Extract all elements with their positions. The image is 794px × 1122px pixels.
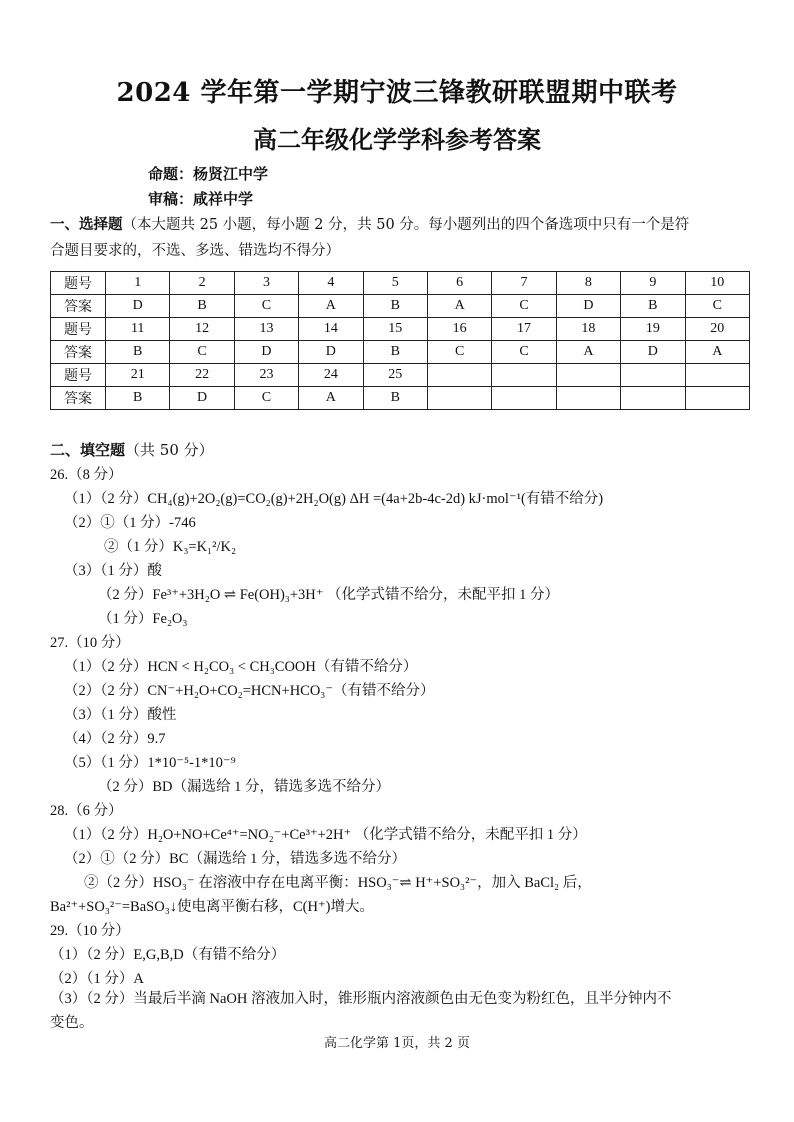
question-number-cell: 24 — [299, 364, 363, 387]
row-label: 答案 — [51, 295, 106, 318]
answer-cell: B — [363, 387, 427, 410]
q26-line3: ②（1 分）K₃=K₁²/K₂ — [104, 539, 237, 555]
answer-cell: A — [299, 387, 363, 410]
multiple-choice-answer-table — [50, 271, 750, 410]
q26-line1: （1）（2 分）CH₄(g)+2O₂(g)=CO₂(g)+2H₂O(g) ΔH =(4a+2b-4c-2d) kJ·mol⁻¹(有错不给分) — [64, 491, 604, 507]
answer-cell — [685, 387, 749, 410]
question-number-cell: 20 — [685, 318, 749, 341]
answer-cell: C — [234, 387, 298, 410]
answer-cell: B — [621, 295, 685, 318]
answer-cell: C — [492, 295, 556, 318]
q28-heading: 28.（6 分） — [50, 803, 123, 819]
question-number-cell: 14 — [299, 318, 363, 341]
question-number-cell — [556, 364, 620, 387]
q28-line4: Ba²⁺+SO₃²⁻=BaSO₃↓使电离平衡右移，C(H⁺)增大。 — [50, 899, 374, 915]
answer-cell: B — [363, 341, 427, 364]
row-label: 答案 — [51, 387, 106, 410]
answer-cell: B — [106, 387, 170, 410]
question-number-row — [51, 272, 750, 295]
question-number-row — [51, 318, 750, 341]
answer-cell: A — [299, 295, 363, 318]
question-number-cell — [621, 364, 685, 387]
question-number-cell: 21 — [106, 364, 170, 387]
q27-line5: （5）（1 分）1*10⁻⁵-1*10⁻⁹ — [64, 755, 236, 771]
question-number-cell: 13 — [234, 318, 298, 341]
section1-desc-line2: 合题目要求的，不选、多选、错选均不得分） — [50, 243, 340, 259]
q27-heading: 27.（10 分） — [50, 635, 130, 651]
question-number-cell: 12 — [170, 318, 234, 341]
question-number-cell — [427, 364, 491, 387]
row-label: 题号 — [51, 364, 106, 387]
answer-row — [51, 341, 750, 364]
answer-cell: C — [427, 341, 491, 364]
section1-intro — [50, 212, 750, 264]
answer-cell: D — [170, 387, 234, 410]
question-number-cell: 5 — [363, 272, 427, 295]
q29-line1: （1）（2 分）E,G,B,D（有错不给分） — [50, 947, 286, 963]
q27-line1: （1）（2 分）HCN < H₂CO₃ < CH₃COOH（有错不给分） — [64, 659, 418, 675]
answer-cell: D — [234, 341, 298, 364]
section2-heading-note: （共 50 分） — [125, 441, 214, 459]
row-label: 题号 — [51, 318, 106, 341]
question-number-cell: 22 — [170, 364, 234, 387]
answer-cell — [556, 387, 620, 410]
answer-row — [51, 295, 750, 318]
q29-heading: 29.（10 分） — [50, 923, 130, 939]
q29-line3-block — [50, 987, 750, 1035]
answer-cell: C — [170, 341, 234, 364]
page-footer: 高二化学第 1页，共 2 页 — [324, 1036, 470, 1051]
question-number-cell: 6 — [427, 272, 491, 295]
answer-cell — [427, 387, 491, 410]
q29-line4: 变色。 — [50, 1015, 94, 1031]
question-number-row — [51, 364, 750, 387]
question-number-cell: 10 — [685, 272, 749, 295]
question-number-cell: 19 — [621, 318, 685, 341]
answer-cell: D — [621, 341, 685, 364]
answer-cell: A — [685, 341, 749, 364]
question-number-cell: 1 — [106, 272, 170, 295]
q29-line3: （3）（2 分）当最后半滴 NaOH 溶液加入时，锥形瓶内溶液颜色由无色变为粉红色，且半分钟内不 — [50, 991, 672, 1007]
answer-cell: B — [170, 295, 234, 318]
section1-desc-line1: （本大题共 25 小题，每小题 2 分，共 50 分。每小题列出的四个备选项中只有一个是符 — [122, 217, 690, 233]
answer-cell: A — [427, 295, 491, 318]
question-number-cell: 23 — [234, 364, 298, 387]
answer-cell — [492, 387, 556, 410]
question-number-cell: 2 — [170, 272, 234, 295]
question-number-cell: 3 — [234, 272, 298, 295]
q26-heading: 26.（8 分） — [50, 467, 123, 483]
q26-line5: （2 分）Fe³⁺+3H₂O ⇌ Fe(OH)₃+3H⁺ （化学式错不给分，未配平扣 1 分） — [98, 587, 560, 603]
author-line: 命题：杨贤江中学 — [148, 165, 269, 183]
question-number-cell: 17 — [492, 318, 556, 341]
q27-line4: （4）（2 分）9.7 — [64, 731, 166, 747]
question-number-cell: 4 — [299, 272, 363, 295]
row-label: 题号 — [51, 272, 106, 295]
question-number-cell — [685, 364, 749, 387]
answer-cell: B — [363, 295, 427, 318]
q28-line1: （1）（2 分）H₂O+NO+Ce⁴⁺=NO₂⁻+Ce³⁺+2H⁺ （化学式错不给分，未配平扣 1 分） — [64, 827, 587, 843]
question-number-cell: 16 — [427, 318, 491, 341]
question-number-cell: 25 — [363, 364, 427, 387]
answer-cell: D — [556, 295, 620, 318]
question-number-cell: 15 — [363, 318, 427, 341]
question-number-cell: 18 — [556, 318, 620, 341]
question-number-cell: 8 — [556, 272, 620, 295]
question-number-cell: 9 — [621, 272, 685, 295]
question-number-cell — [492, 364, 556, 387]
q27-line2: （2）（2 分）CN⁻+H₂O+CO₂=HCN+HCO₃⁻（有错不给分） — [64, 683, 435, 699]
answer-cell: D — [299, 341, 363, 364]
page-title: 2024 学年第一学期宁波三锋教研联盟期中联考 — [116, 78, 678, 108]
page-subtitle: 高二年级化学学科参考答案 — [253, 125, 541, 154]
q26-line4: （3）（1 分）酸 — [64, 563, 162, 579]
answer-cell: A — [556, 341, 620, 364]
q28-line2: （2）①（2 分）BC（漏选给 1 分，错选多选不给分） — [64, 851, 406, 867]
q29-line2: （2）（1 分）A — [50, 971, 144, 987]
answer-cell: B — [106, 341, 170, 364]
q27-line6: （2 分）BD（漏选给 1 分，错选多选不给分） — [98, 779, 391, 795]
row-label: 答案 — [51, 341, 106, 364]
answer-cell: D — [106, 295, 170, 318]
question-number-cell: 11 — [106, 318, 170, 341]
section2-heading-line — [50, 439, 214, 460]
q27-line3: （3）（1 分）酸性 — [64, 707, 177, 723]
answer-cell: C — [492, 341, 556, 364]
q26-line6: （1 分）Fe₂O₃ — [98, 611, 188, 627]
q28-line3: ②（2 分）HSO₃⁻ 在溶液中存在电离平衡：HSO₃⁻⇌ H⁺+SO₃²⁻，加入 BaCl₂ 后， — [84, 875, 592, 891]
answer-row — [51, 387, 750, 410]
section2-heading: 二、填空题 — [50, 441, 126, 459]
question-number-cell: 7 — [492, 272, 556, 295]
answer-cell — [621, 387, 685, 410]
section1-heading: 一、选择题 — [50, 216, 123, 233]
reviewer-line: 审稿：咸祥中学 — [148, 190, 254, 208]
answer-cell: C — [234, 295, 298, 318]
answer-cell: C — [685, 295, 749, 318]
q26-line2: （2）①（1 分）-746 — [64, 515, 196, 531]
